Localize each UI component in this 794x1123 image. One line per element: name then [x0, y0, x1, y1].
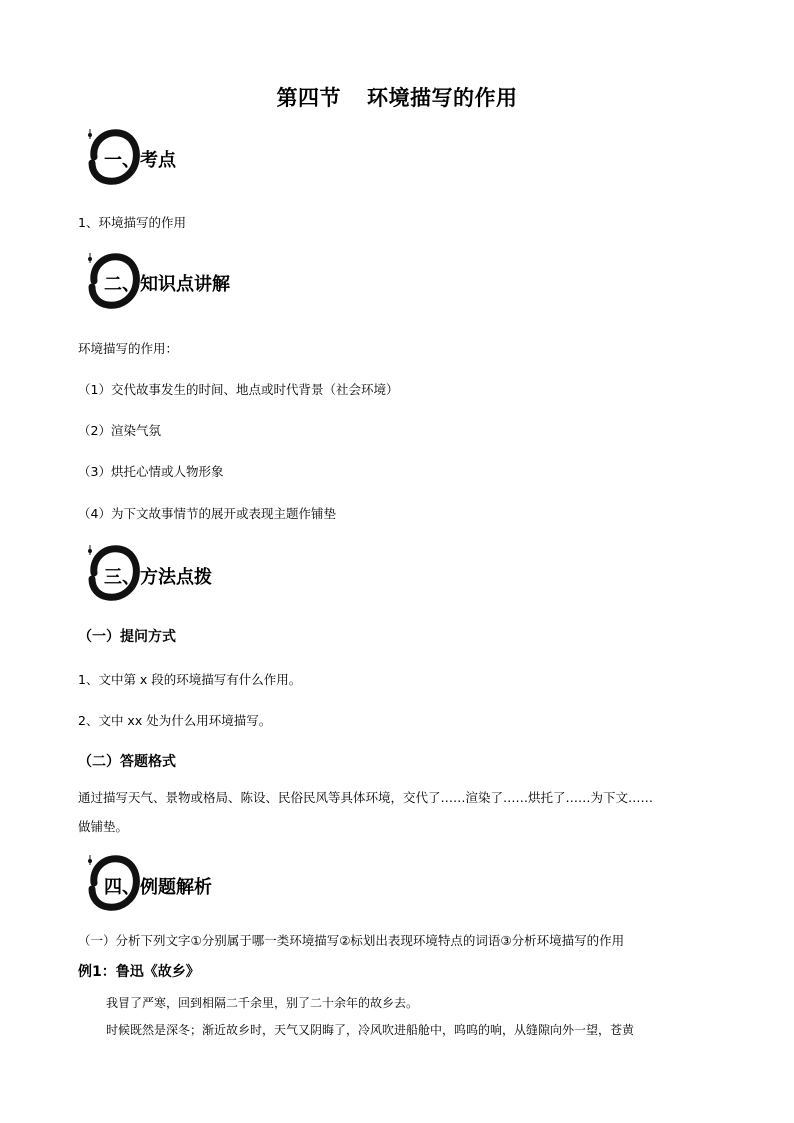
- zhishidian-item-2: （2）渲染气氛: [78, 423, 161, 438]
- section-heading-2: [86, 251, 386, 311]
- section-label: 例题解析: [140, 877, 212, 898]
- example-task: （一）分析下列文字①分别属于哪一类环境描写②标划出表现环境特点的词语③分析环境描写的作用: [78, 933, 625, 948]
- section-number: 四、: [104, 877, 140, 898]
- answer-format-line-2: 做铺垫。: [78, 819, 129, 834]
- zhishidian-intro: 环境描写的作用：: [78, 341, 179, 356]
- kaodian-item: 1、环境描写的作用: [78, 215, 186, 230]
- subheading-question-style: （一）提问方式: [78, 629, 176, 645]
- zhishidian-item-1: （1）交代故事发生的时间、地点或时代背景（社会环境）: [78, 382, 399, 397]
- title-text: 环境描写的作用: [367, 86, 518, 110]
- answer-format-line-1: 通过描写天气、景物或格局、陈设、民俗民风等具体环境，交代了……渲染了……烘托了……为下文……: [78, 790, 654, 805]
- title-section-number: 第四节: [276, 86, 341, 110]
- subheading-answer-format: （二）答题格式: [78, 754, 176, 770]
- section-number: 三、: [104, 567, 140, 588]
- section-number: 一、: [104, 150, 140, 171]
- page-title: [0, 82, 794, 112]
- example-paragraph-2: 时候既然是深冬；渐近故乡时，天气又阴晦了，冷风吹进船舱中，呜呜的响，从缝隙向外一望，苍黄: [106, 1023, 635, 1037]
- section-heading-4: [86, 853, 386, 913]
- section-label: 方法点拨: [140, 567, 212, 588]
- section-heading-1: [86, 127, 386, 187]
- section-label: 考点: [140, 150, 176, 171]
- section-label: 知识点讲解: [140, 274, 230, 295]
- section-heading-3: [86, 543, 386, 603]
- zhishidian-item-3: （3）烘托心情或人物形象: [78, 464, 224, 479]
- question-2: 2、文中 xx 处为什么用环境描写。: [78, 713, 272, 728]
- section-number: 二、: [104, 274, 140, 295]
- zhishidian-item-4: （4）为下文故事情节的展开或表现主题作铺垫: [78, 506, 336, 521]
- example-title: 例1：鲁迅《故乡》: [78, 964, 200, 980]
- example-paragraph-1: 我冒了严寒，回到相隔二千余里，别了二十余年的故乡去。: [106, 996, 419, 1010]
- question-1: 1、文中第 x 段的环境描写有什么作用。: [78, 672, 302, 687]
